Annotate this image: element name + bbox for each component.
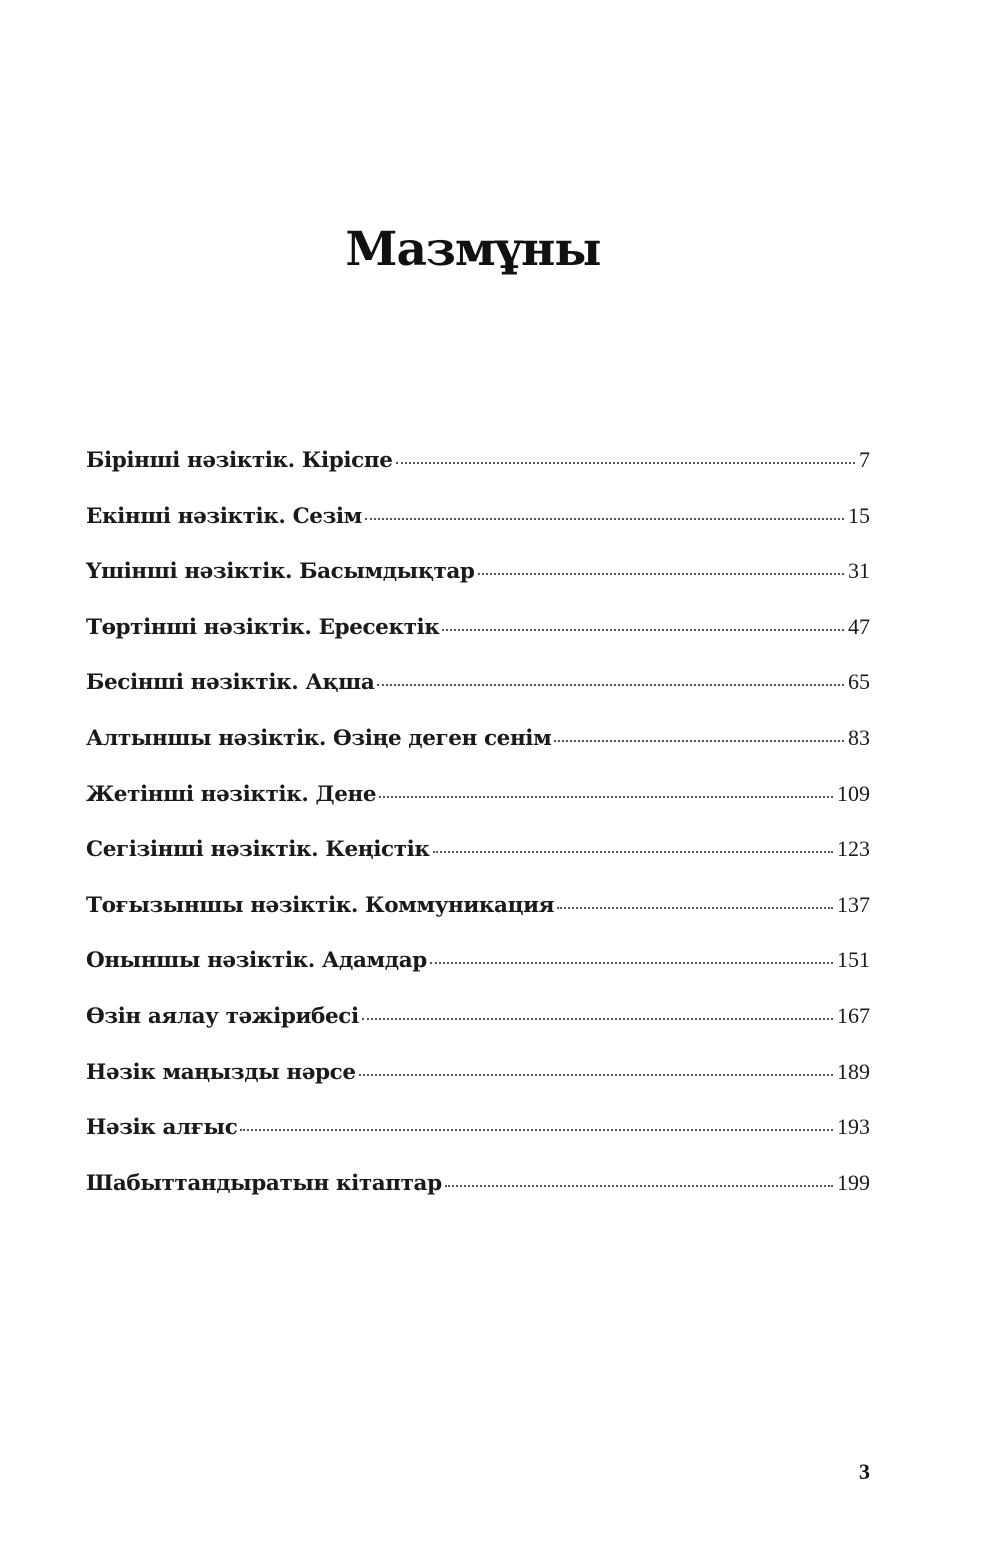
dot-leader [362, 1018, 833, 1020]
toc-entry[interactable] [86, 498, 870, 554]
toc-entry-page: 199 [837, 1169, 870, 1195]
toc-entry[interactable] [86, 442, 870, 498]
toc-entry-page: 47 [848, 613, 870, 639]
toc-entry-page: 7 [859, 447, 870, 472]
toc-entry[interactable] [86, 664, 870, 720]
dot-leader [240, 1129, 833, 1131]
toc-entry[interactable] [86, 776, 870, 832]
toc-entry-page: 31 [848, 558, 870, 584]
dot-leader [442, 629, 844, 631]
dot-leader [396, 462, 856, 464]
dot-leader [379, 796, 833, 798]
toc-entry[interactable] [86, 831, 870, 887]
dot-leader [557, 907, 833, 909]
dot-leader [430, 962, 833, 964]
toc-entry-page: 151 [837, 947, 870, 973]
toc-entry-title: Тоғызыншы нәзіктік. Коммуникация [86, 892, 555, 918]
page-number: 3 [859, 1459, 870, 1484]
toc-entry[interactable] [86, 553, 870, 609]
toc-entry-title: Нәзік маңызды нәрсе [86, 1059, 356, 1085]
toc-entry-page: 189 [837, 1058, 870, 1084]
toc-entry-title: Бесінші нәзіктік. Ақша [86, 670, 375, 696]
toc-entry[interactable] [86, 1054, 870, 1110]
toc-entry[interactable] [86, 942, 870, 998]
toc-entry-title: Екінші нәзіктік. Сезім [86, 503, 362, 529]
toc-entry-title: Шабыттандыратын кітаптар [86, 1170, 442, 1196]
page-title: Мазмұны [345, 222, 601, 277]
dot-leader [359, 1074, 833, 1076]
toc-entry[interactable] [86, 887, 870, 943]
toc-entry[interactable] [86, 1109, 870, 1165]
toc-entry-page: 167 [837, 1002, 870, 1028]
toc-entry-page: 15 [848, 502, 870, 528]
toc-entry[interactable] [86, 998, 870, 1054]
toc-entry-title: Алтыншы нәзіктік. Өзіңе деген сенім [86, 725, 552, 751]
toc-entry[interactable] [86, 609, 870, 665]
toc-entry-page: 123 [837, 836, 870, 862]
toc-entry-title: Сегізінші нәзіктік. Кеңістік [86, 837, 430, 863]
dot-leader [377, 684, 844, 686]
toc-entry-title: Бірінші нәзіктік. Кіріспе [86, 448, 393, 473]
toc-entry-title: Жетінші нәзіктік. Дене [86, 781, 377, 807]
dot-leader [445, 1185, 833, 1187]
toc-entry-page: 137 [837, 891, 870, 917]
dot-leader [365, 518, 844, 520]
toc-entry-title: Өзін аялау тәжірибесі [86, 1003, 359, 1029]
table-of-contents [86, 442, 870, 1220]
toc-entry[interactable] [86, 720, 870, 776]
toc-entry-title: Үшінші нәзіктік. Басымдықтар [86, 559, 475, 585]
toc-entry-title: Нәзік алғыс [86, 1115, 238, 1141]
dot-leader [554, 740, 844, 742]
toc-entry-page: 193 [837, 1114, 870, 1140]
toc-entry-title: Оныншы нәзіктік. Адамдар [86, 948, 427, 974]
dot-leader [478, 573, 844, 575]
dot-leader [433, 851, 833, 853]
toc-entry-title: Төртінші нәзіктік. Ересектік [86, 614, 440, 640]
toc-entry-page: 83 [848, 724, 870, 750]
toc-entry-page: 109 [837, 780, 870, 806]
toc-entry[interactable] [86, 1165, 870, 1221]
toc-entry-page: 65 [848, 669, 870, 695]
